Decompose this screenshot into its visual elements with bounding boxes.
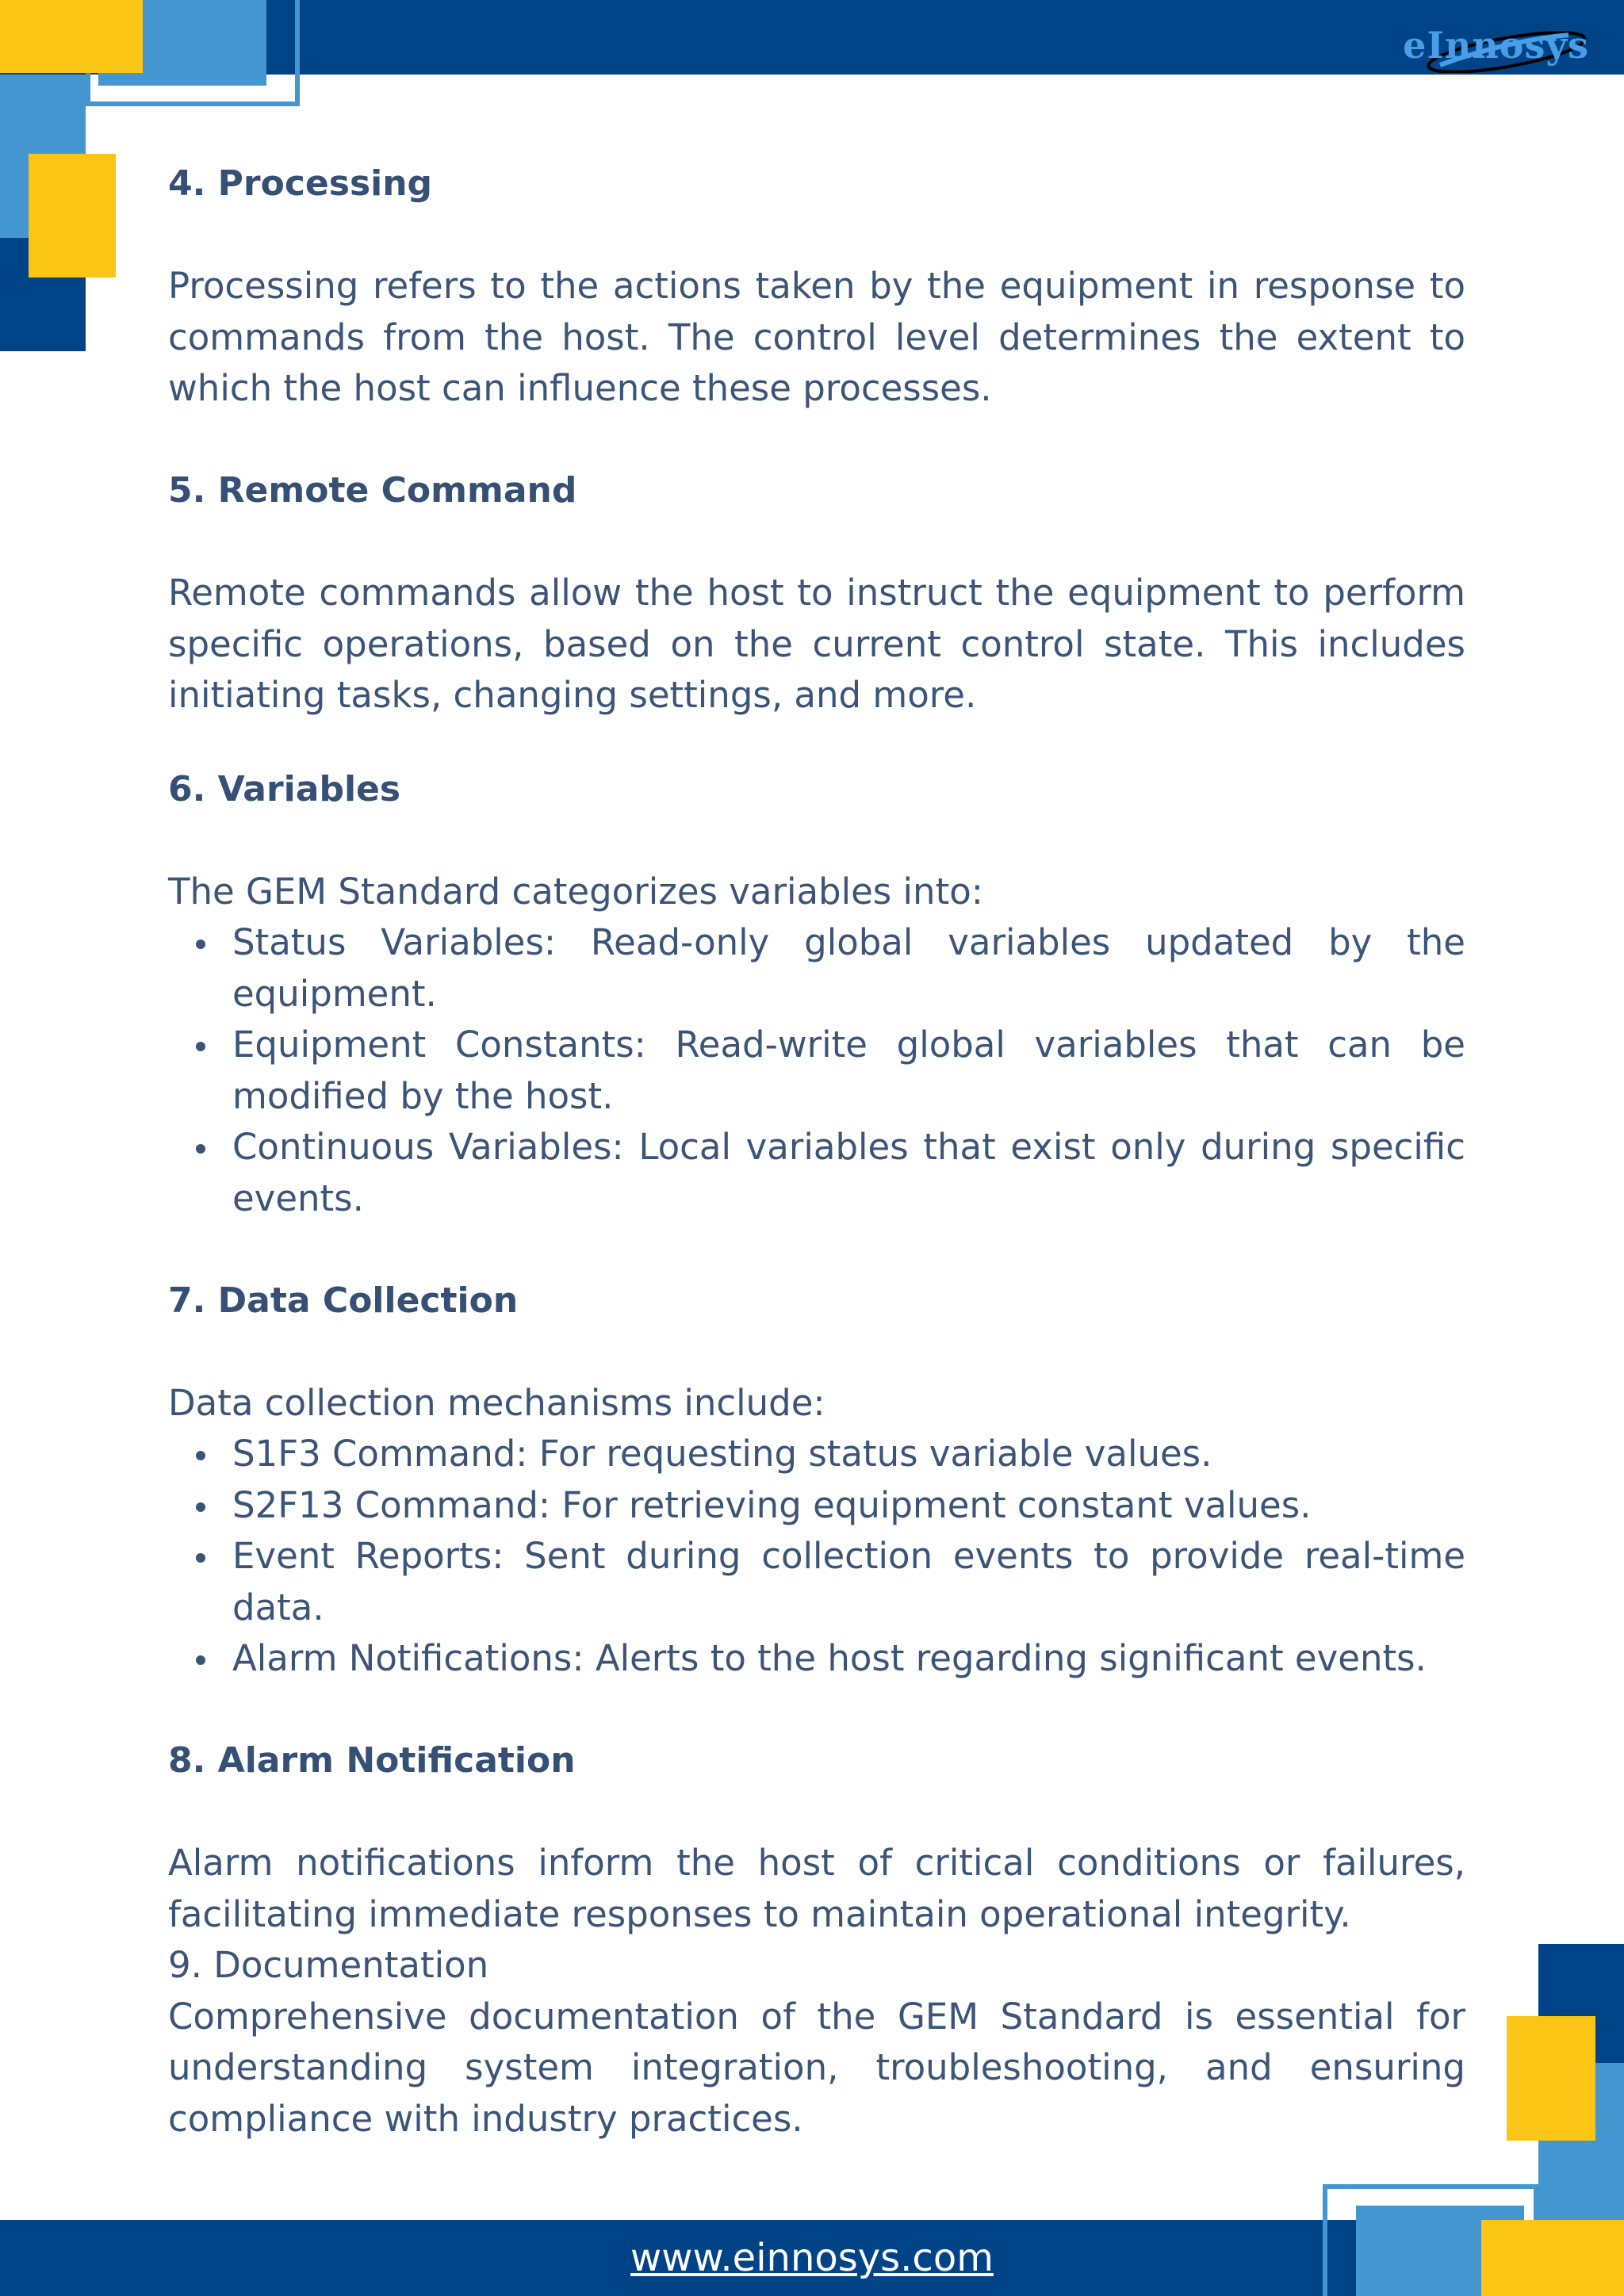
document-body: [168, 159, 1465, 2145]
list-item: Equipment Constants: Read-write global variables that can be modified by the host.: [168, 1020, 1465, 1122]
section-intro-variables: The GEM Standard categorizes variables into:: [168, 870, 983, 913]
section-heading-alarm-notification: 8. Alarm Notification: [168, 1740, 576, 1781]
list-item: Event Reports: Sent during collection events to provide real-time data.: [168, 1531, 1465, 1633]
list-item: S1F3 Command: For requesting status variable values.: [168, 1429, 1465, 1480]
list-item: S2F13 Command: For retrieving equipment constant values.: [168, 1480, 1465, 1532]
list-item: Continuous Variables: Local variables that exist only during specific events.: [168, 1122, 1465, 1224]
list-item: Status Variables: Read-only global variables updated by the equipment.: [168, 917, 1465, 1020]
section-body-processing: Processing refers to the actions taken by the equipment in response to commands from the host. The control level determines the extent to which the host can influence these processes.: [168, 265, 1465, 409]
section-intro-data-collection: Data collection mechanisms include:: [168, 1381, 825, 1424]
list-item: Alarm Notifications: Alerts to the host regarding significant events.: [168, 1633, 1465, 1685]
section-heading-documentation: 9. Documentation: [168, 1944, 489, 1986]
section-heading-data-collection: 7. Data Collection: [168, 1280, 519, 1321]
section-body-alarm-notification: Alarm notifications inform the host of critical conditions or failures, facilitating immediate responses to maintain operational integrity.: [168, 1842, 1465, 1935]
corner-block-yellow-right: [1507, 2016, 1595, 2141]
section-body-remote-command: Remote commands allow the host to instruct the equipment to perform specific operations, based on the current control state. This includes initiating tasks, changing settings, and more.: [168, 572, 1465, 716]
data-collection-list: [168, 1429, 1465, 1685]
website-link[interactable]: www.einnosys.com: [630, 2236, 994, 2280]
brand-logo[interactable]: [1402, 17, 1592, 73]
section-heading-variables: 6. Variables: [168, 768, 401, 809]
section-body-documentation: Comprehensive documentation of the GEM Standard is essential for understanding system integration, troubleshooting, and ensuring compliance with industry practices.: [168, 1995, 1465, 2140]
section-heading-processing: 4. Processing: [168, 163, 433, 204]
corner-block-yellow-left: [29, 154, 116, 277]
section-heading-remote-command: 5. Remote Command: [168, 470, 577, 511]
corner-block-yellow-top: [0, 0, 143, 73]
logo-wordmark: eInnosys: [1403, 24, 1589, 67]
variables-list: [168, 917, 1465, 1224]
